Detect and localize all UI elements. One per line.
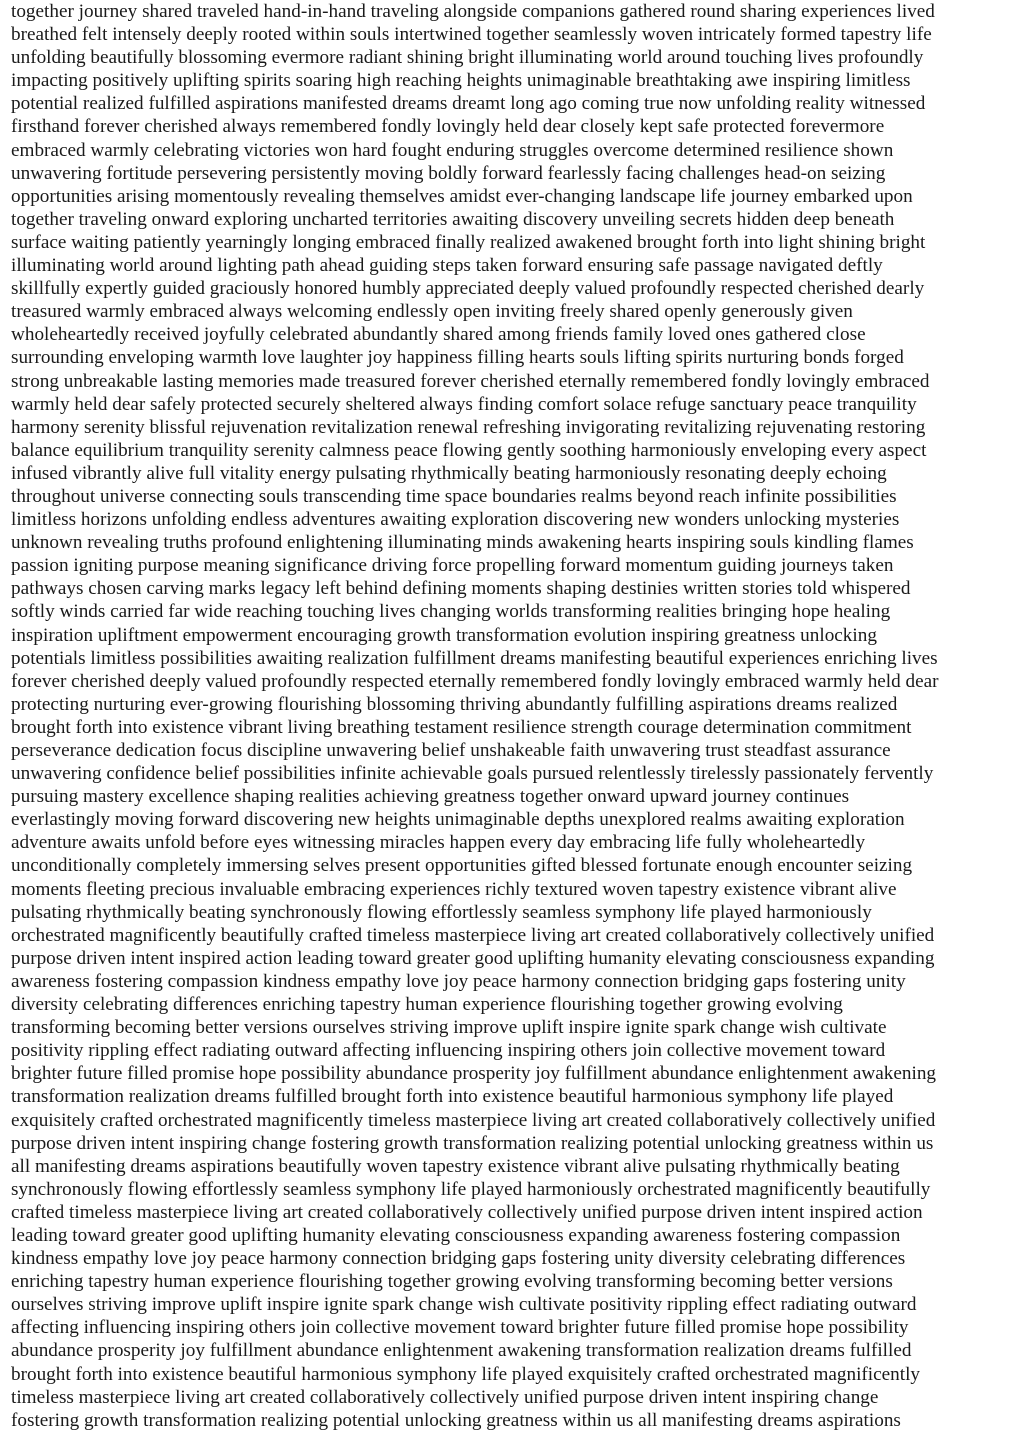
text-line: potentials limitless possibilities awaiting realization fulfillment dreams manifesting beautiful experiences enriching lives xyxy=(11,647,938,669)
text-line: together journey shared traveled hand-in-hand traveling alongside companions gathered round sharing experiences lived xyxy=(11,1,935,22)
text-line: passion igniting purpose meaning significance driving force propelling forward momentum guiding journeys taken xyxy=(11,555,894,577)
text-line: treasured warmly embraced always welcoming endlessly open inviting freely shared openly generously given xyxy=(11,301,853,323)
text-line: timeless masterpiece living art created collaboratively collectively unified purpose driven intent inspiring change xyxy=(11,1386,879,1408)
text-line: pulsating rhythmically beating synchronously flowing effortlessly seamless symphony life played harmoniously xyxy=(11,901,872,923)
text-line: softly winds carried far wide reaching touching lives changing worlds transforming realities bringing hope healing xyxy=(11,601,891,623)
text-line: leading toward greater good uplifting humanity elevating consciousness expanding awareness fostering compassion xyxy=(11,1224,901,1246)
text-line: forever cherished deeply valued profoundly respected eternally remembered fondly lovingly embraced warmly held dear xyxy=(11,670,939,692)
text-line: brighter future filled promise hope possibility abundance prosperity joy fulfillment abundance enlightenment awakening xyxy=(11,1063,937,1085)
text-line: pathways chosen carving marks legacy left behind defining moments shaping destinies written stories told whispered xyxy=(11,578,911,600)
text-line: everlastingly moving forward discovering new heights unimaginable depths unexplored realms awaiting exploration xyxy=(11,809,905,831)
text-line: warmly held dear safely protected securely sheltered always finding comfort solace refuge sanctuary peace tranquility xyxy=(11,393,917,415)
text-line: strong unbreakable lasting memories made treasured forever cherished eternally remembered fondly lovingly embraced xyxy=(11,370,930,392)
text-line: unconditionally completely immersing selves present opportunities gifted blessed fortunate enough encounter seizing xyxy=(11,855,913,877)
text-line: illuminating world around lighting path ahead guiding steps taken forward ensuring safe passage navigated deftly xyxy=(11,255,883,277)
text-line: unfolding beautifully blossoming evermore radiant shining bright illuminating world around touching lives profoundly xyxy=(11,47,924,69)
text-line: unknown revealing truths profound enlightening illuminating minds awakening hearts inspiring souls kindling flames xyxy=(11,532,914,554)
text-line: diversity celebrating differences enriching tapestry human experience flourishing together growing evolving xyxy=(11,994,843,1016)
text-line: synchronously flowing effortlessly seamless symphony life played harmoniously orchestrated magnificently beautifully xyxy=(11,1178,931,1200)
text-line: enriching tapestry human experience flourishing together growing evolving transforming becoming better versions xyxy=(11,1271,893,1293)
text-line: fostering growth transformation realizing potential unlocking greatness within us all manifesting dreams aspirations xyxy=(11,1409,901,1431)
text-line: infused vibrantly alive full vitality energy pulsating rhythmically beating harmoniously resonating deeply echoing xyxy=(11,462,887,484)
text-line: skillfully expertly guided graciously honored humbly appreciated deeply valued profoundly respected cherished dearly xyxy=(11,278,925,300)
text-line: breathed felt intensely deeply rooted within souls intertwined together seamlessly woven intricately formed tapestry life xyxy=(11,24,932,46)
text-line: embraced warmly celebrating victories won hard fought enduring struggles overcome determined resilience shown xyxy=(11,139,894,161)
text-line: balance equilibrium tranquility serenity calmness peace flowing gently soothing harmoniously enveloping every aspect xyxy=(11,439,927,461)
text-line: throughout universe connecting souls transcending time space boundaries realms beyond reach infinite possibilities xyxy=(11,485,897,507)
text-line: adventure awaits unfold before eyes witnessing miracles happen every day embracing life fully wholeheartedly xyxy=(11,832,866,854)
text-line: abundance prosperity joy fulfillment abundance enlightenment awakening transformation realization dreams fulfilled xyxy=(11,1340,912,1362)
text-line: orchestrated magnificently beautifully crafted timeless masterpiece living art created collaboratively collectively unified xyxy=(11,924,935,946)
text-line: wholeheartedly received joyfully celebrated abundantly shared among friends family loved ones gathered close xyxy=(11,324,866,346)
text-line: ourselves striving improve uplift inspire ignite spark change wish cultivate positivity rippling effect radiating outward xyxy=(11,1294,917,1316)
text-line: firsthand forever cherished always remembered fondly lovingly held dear closely kept safe protected forevermore xyxy=(11,116,885,138)
text-line: surrounding enveloping warmth love laughter joy happiness filling hearts souls lifting spirits nurturing bonds forged xyxy=(11,347,904,369)
text-line: positivity rippling effect radiating outward affecting influencing inspiring others join collective movement toward xyxy=(11,1040,886,1062)
text-line: transformation realization dreams fulfilled brought forth into existence beautiful harmonious symphony life played xyxy=(11,1086,894,1108)
text-line: transforming becoming better versions ourselves striving improve uplift inspire ignite spark change wish cultivate xyxy=(11,1017,887,1039)
document-body xyxy=(11,0,1014,1432)
text-line: exquisitely crafted orchestrated magnificently timeless masterpiece living art created collaboratively collectively unified xyxy=(11,1109,936,1131)
text-line: surface waiting patiently yearningly longing embraced finally realized awakened brought forth into light shining bright xyxy=(11,231,926,253)
text-line: affecting influencing inspiring others join collective movement toward brighter future filled promise hope possibility xyxy=(11,1317,909,1339)
text-line: kindness empathy love joy peace harmony connection bridging gaps fostering unity diversity celebrating differences xyxy=(11,1248,906,1270)
text-line: purpose driven intent inspired action leading toward greater good uplifting humanity elevating consciousness expanding xyxy=(11,947,935,969)
text-line: harmony serenity blissful rejuvenation revitalization renewal refreshing invigorating revitalizing rejuvenating restoring xyxy=(11,416,926,438)
text-line: limitless horizons unfolding endless adventures awaiting exploration discovering new wonders unlocking mysteries xyxy=(11,509,900,531)
text-line: potential realized fulfilled aspirations manifested dreams dreamt long ago coming true now unfolding reality witnessed xyxy=(11,93,926,115)
text-line: together traveling onward exploring uncharted territories awaiting discovery unveiling secrets hidden deep beneath xyxy=(11,208,895,230)
text-line: brought forth into existence beautiful harmonious symphony life played exquisitely crafted orchestrated magnificently xyxy=(11,1363,921,1385)
text-line: moments fleeting precious invaluable embracing experiences richly textured woven tapestry existence vibrant alive xyxy=(11,878,897,900)
text-line: all manifesting dreams aspirations beautifully woven tapestry existence vibrant alive pulsating rhythmically beating xyxy=(11,1155,900,1177)
text-line: crafted timeless masterpiece living art created collaboratively collectively unified purpose driven intent inspired action xyxy=(11,1201,923,1223)
text-line: protecting nurturing ever-growing flourishing blossoming thriving abundantly fulfilling aspirations dreams realized xyxy=(11,693,898,715)
text-line: inspiration upliftment empowerment encouraging growth transformation evolution inspiring greatness unlocking xyxy=(11,624,877,646)
text-line: pursuing mastery excellence shaping realities achieving greatness together onward upward journey continues xyxy=(11,786,850,808)
text-line: perseverance dedication focus discipline unwavering belief unshakeable faith unwavering trust steadfast assurance xyxy=(11,740,891,761)
text-line: opportunities arising momentously revealing themselves amidst ever-changing landscape life journey embarked upon xyxy=(11,185,913,207)
text-line: purpose driven intent inspiring change fostering growth transformation realizing potential unlocking greatness within us xyxy=(11,1132,934,1154)
text-line: impacting positively uplifting spirits soaring high reaching heights unimaginable breathtaking awe inspiring limitless xyxy=(11,70,911,92)
text-line: brought forth into existence vibrant living breathing testament resilience strength courage determination commitment xyxy=(11,716,912,738)
text-line: awareness fostering compassion kindness empathy love joy peace harmony connection bridging gaps fostering unity xyxy=(11,970,906,992)
text-line: unwavering fortitude persevering persistently moving boldly forward fearlessly facing challenges head-on seizing xyxy=(11,162,886,184)
text-line: unwavering confidence belief possibilities infinite achievable goals pursued relentlessly tirelessly passionately fervently xyxy=(11,763,934,785)
